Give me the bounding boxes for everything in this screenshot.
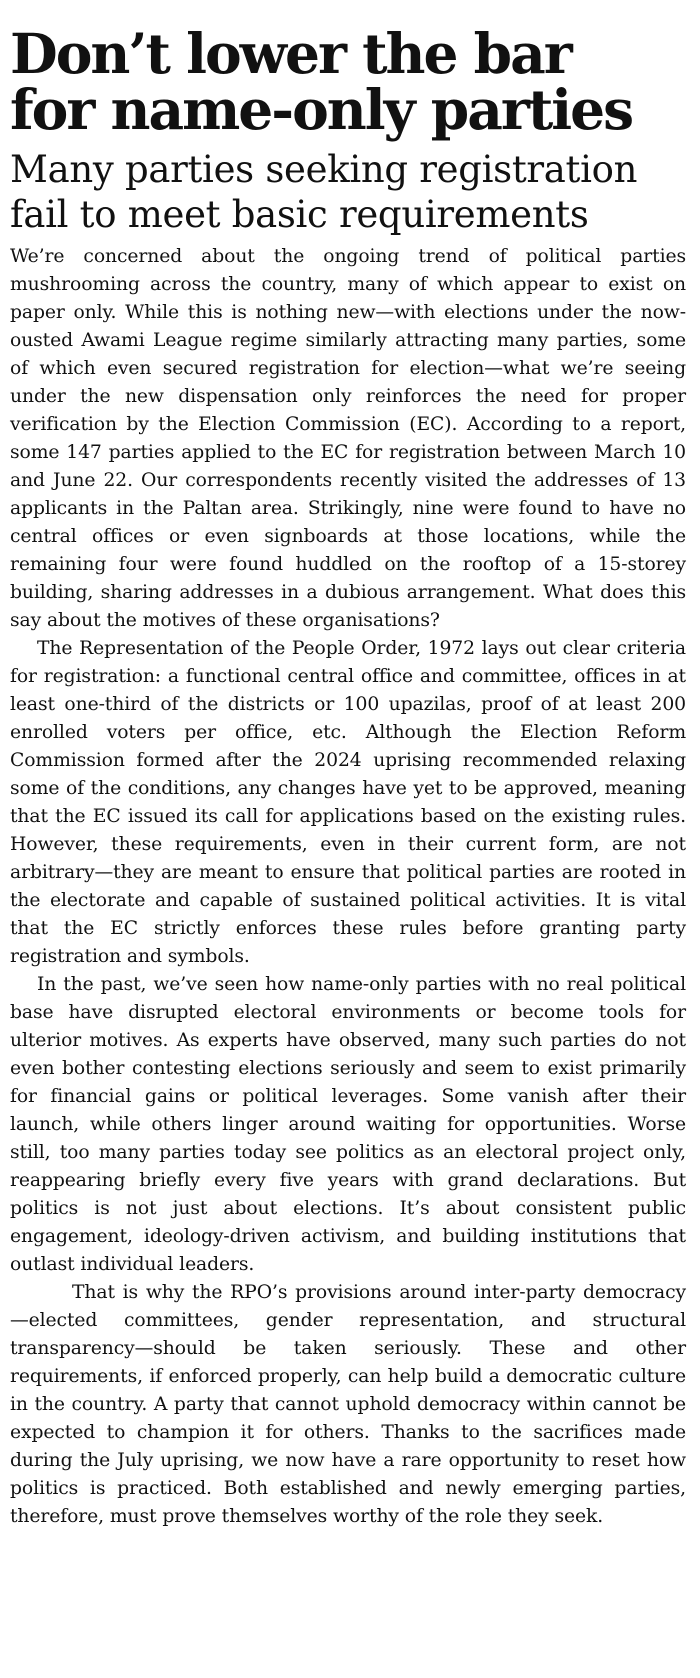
body-paragraph-4: That is why the RPO’s provisions around inter-party democracy—elected committees, gender representation, and structural transparency—should be taken seriously. These and other requirements, if enforced properly, can help build a democratic culture in the country. A party that cannot uphold democracy within cannot be expected to champion it for others. Thanks to the sacrifices made during the July uprising, we now have a rare opportunity to reset how politics is practiced. Both established and newly emerging parties, therefore, must prove themselves worthy of the role they seek.	[10, 1282, 686, 1527]
body-paragraph-1: We’re concerned about the ongoing trend of political parties mushrooming across the country, many of which appear to exist on paper only. While this is nothing new—with elections under the now-ousted Awami League regime similarly attracting many parties, some of which even secured registration for election—what we’re seeing under the new dispensation only reinforces the need for proper verification by the Election Commission (EC). According to a report, some 147 parties applied to the EC for registration between March 10 and June 22. Our correspondents recently visited the addresses of 13 applicants in the Paltan area. Strikingly, nine were found to have no central offices or even signboards at those locations, while the remaining four were found huddled on the rooftop of a 15-storey building, sharing addresses in a dubious arrangement. What does this say about the motives of these organisations?	[10, 246, 686, 631]
headline	[10, 21, 686, 142]
editorial-article	[10, 21, 686, 1531]
article-body	[10, 243, 686, 1531]
subheadline-line-1: Many parties seeking registration	[10, 148, 638, 191]
subheadline	[10, 147, 686, 237]
body-paragraph-3: In the past, we’ve seen how name-only parties with no real political base have disrupted electoral environments or become tools for ulterior motives. As experts have observed, many such parties do not even bother contesting elections seriously and seem to exist primarily for financial gains or political leverages. Some vanish after their launch, while others linger around waiting for opportunities. Worse still, too many parties today see politics as an electoral project only, reappearing briefly every five years with grand declarations. But politics is not just about elections. It’s about consistent public engagement, ideology-driven activism, and building institutions that outlast individual leaders.	[10, 974, 686, 1275]
subheadline-line-2: fail to meet basic requirements	[10, 193, 589, 236]
headline-line-2: for name-only parties	[10, 77, 633, 142]
headline-line-1: Don’t lower the bar	[10, 21, 571, 86]
body-paragraph-2: The Representation of the People Order, 1972 lays out clear criteria for registration: a functional central office and committee, offices in at least one-third of the districts or 100 upazilas, proof of at least 200 enrolled voters per office, etc. Although the Election Reform Commission formed after the 2024 uprising recommended relaxing some of the conditions, any changes have yet to be approved, meaning that the EC issued its call for applications based on the existing rules. However, these requirements, even in their current form, are not arbitrary—they are meant to ensure that political parties are rooted in the electorate and capable of sustained political activities. It is vital that the EC strictly enforces these rules before granting party registration and symbols.	[10, 638, 686, 967]
